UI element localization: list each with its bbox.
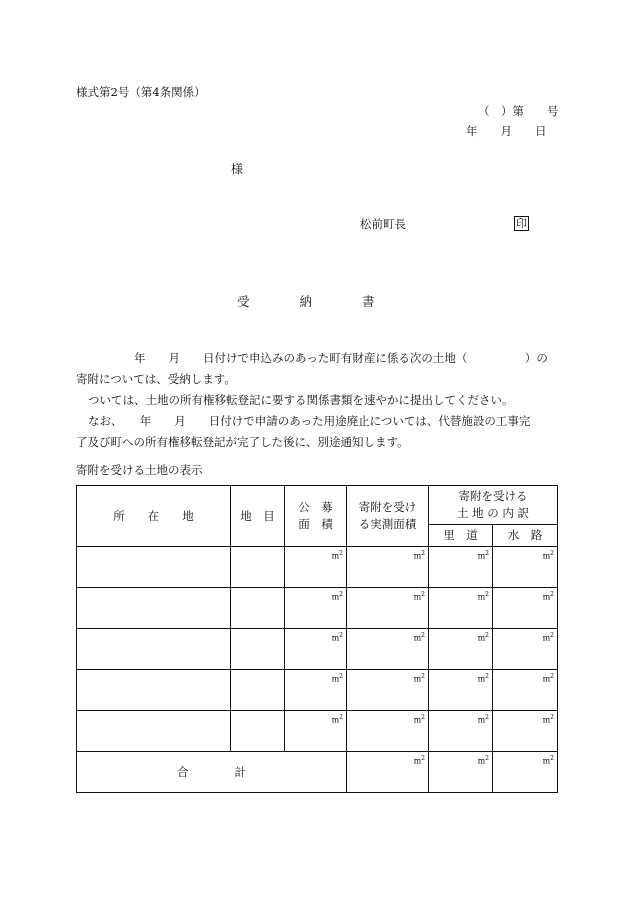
- cell-road: [429, 547, 493, 588]
- cell-land-category: [231, 588, 285, 629]
- table-row: [77, 588, 558, 629]
- total-label: 合 計: [77, 752, 347, 793]
- unit-m2: $m^2$: [542, 591, 554, 602]
- addressee-suffix: 様: [231, 162, 244, 176]
- unit-m2: $m^2$: [477, 755, 489, 766]
- cell-location: [77, 629, 231, 670]
- cell-land-category: [231, 711, 285, 752]
- cell-waterway: [493, 629, 558, 670]
- table-row: [77, 711, 558, 752]
- issuer-label: 松前町長: [360, 217, 406, 231]
- unit-m2: $m^2$: [542, 550, 554, 561]
- total-actual-area: [347, 752, 429, 793]
- unit-m2: $m^2$: [542, 755, 554, 766]
- seal-mark: [514, 216, 529, 231]
- land-rows: [77, 547, 558, 752]
- cell-actual-area: [347, 547, 429, 588]
- unit-m2: $m^2$: [413, 755, 425, 766]
- body-line-2: 寄附については、受納します。: [76, 372, 236, 386]
- header-public-area-line2: 面 積: [298, 517, 333, 531]
- unit-m2: $m^2$: [413, 632, 425, 643]
- header-breakdown-line2: 土 地 の 内 訳: [456, 506, 530, 520]
- unit-m2: $m^2$: [413, 714, 425, 725]
- unit-m2: $m^2$: [413, 550, 425, 561]
- unit-m2: $m^2$: [477, 550, 489, 561]
- seal-icon: 印: [516, 217, 527, 230]
- cell-waterway: [493, 711, 558, 752]
- total-row: [77, 752, 558, 793]
- header-location: 所 在 地: [77, 486, 231, 547]
- cell-road: [429, 711, 493, 752]
- cell-public-area: [285, 588, 347, 629]
- cell-land-category: [231, 547, 285, 588]
- cell-actual-area: [347, 629, 429, 670]
- body-text: [76, 348, 556, 453]
- unit-m2: $m^2$: [542, 714, 554, 725]
- body-line-1: 年 月 日付けで申込みのあった町有財産に係る次の土地（ ）の: [134, 351, 548, 365]
- header-actual-area: [347, 486, 429, 547]
- table-row: [77, 629, 558, 670]
- cell-public-area: [285, 547, 347, 588]
- unit-m2: $m^2$: [331, 550, 343, 561]
- cell-waterway: [493, 547, 558, 588]
- unit-m2: $m^2$: [477, 632, 489, 643]
- unit-m2: $m^2$: [331, 714, 343, 725]
- cell-land-category: [231, 670, 285, 711]
- total-waterway: [493, 752, 558, 793]
- cell-actual-area: [347, 670, 429, 711]
- cell-public-area: [285, 711, 347, 752]
- table-caption: 寄附を受ける土地の表示: [76, 463, 203, 477]
- cell-public-area: [285, 670, 347, 711]
- cell-location: [77, 547, 231, 588]
- cell-waterway: [493, 670, 558, 711]
- header-row: [77, 486, 558, 525]
- unit-m2: $m^2$: [413, 673, 425, 684]
- cell-waterway: [493, 588, 558, 629]
- unit-m2: $m^2$: [331, 673, 343, 684]
- cell-location: [77, 670, 231, 711]
- form-id: 様式第2号（第4条関係）: [76, 85, 206, 99]
- unit-m2: $m^2$: [542, 673, 554, 684]
- cell-location: [77, 711, 231, 752]
- unit-m2: $m^2$: [477, 714, 489, 725]
- table-row: [77, 670, 558, 711]
- issuer-name: [360, 216, 406, 232]
- unit-m2: $m^2$: [477, 591, 489, 602]
- total-road: [429, 752, 493, 793]
- document-number: （ ）第 号: [478, 104, 559, 118]
- unit-m2: $m^2$: [542, 632, 554, 643]
- header-public-area-line1: 公 募: [298, 500, 333, 514]
- body-line-4: なお、 年 月 日付けで申請のあった用途廃止については、代替施設の工事完: [88, 414, 531, 428]
- document-title: 受 納 書: [237, 294, 375, 309]
- cell-location: [77, 588, 231, 629]
- cell-actual-area: [347, 711, 429, 752]
- land-table: [76, 485, 558, 793]
- cell-land-category: [231, 629, 285, 670]
- unit-m2: $m^2$: [413, 591, 425, 602]
- header-waterway: 水 路: [493, 525, 558, 547]
- cell-public-area: [285, 629, 347, 670]
- table-row: [77, 547, 558, 588]
- issue-date: 年 月 日: [466, 124, 547, 138]
- body-line-5: 了及び町への所有権移転登記が完了した後に、別途通知します。: [76, 435, 409, 449]
- cell-road: [429, 588, 493, 629]
- unit-m2: $m^2$: [331, 591, 343, 602]
- body-line-3: ついては、土地の所有権移転登記に要する関係書類を速やかに提出してください。: [88, 393, 514, 407]
- header-actual-area-line2: る実測面積: [358, 517, 417, 531]
- unit-m2: $m^2$: [331, 632, 343, 643]
- cell-actual-area: [347, 588, 429, 629]
- header-breakdown: [429, 486, 558, 525]
- header-public-area: [285, 486, 347, 547]
- header-land-category: 地 目: [231, 486, 285, 547]
- cell-road: [429, 629, 493, 670]
- header-road: 里 道: [429, 525, 493, 547]
- header-actual-area-line1: 寄附を受け: [358, 500, 417, 514]
- header-breakdown-line1: 寄附を受ける: [458, 489, 528, 503]
- unit-m2: $m^2$: [477, 673, 489, 684]
- cell-road: [429, 670, 493, 711]
